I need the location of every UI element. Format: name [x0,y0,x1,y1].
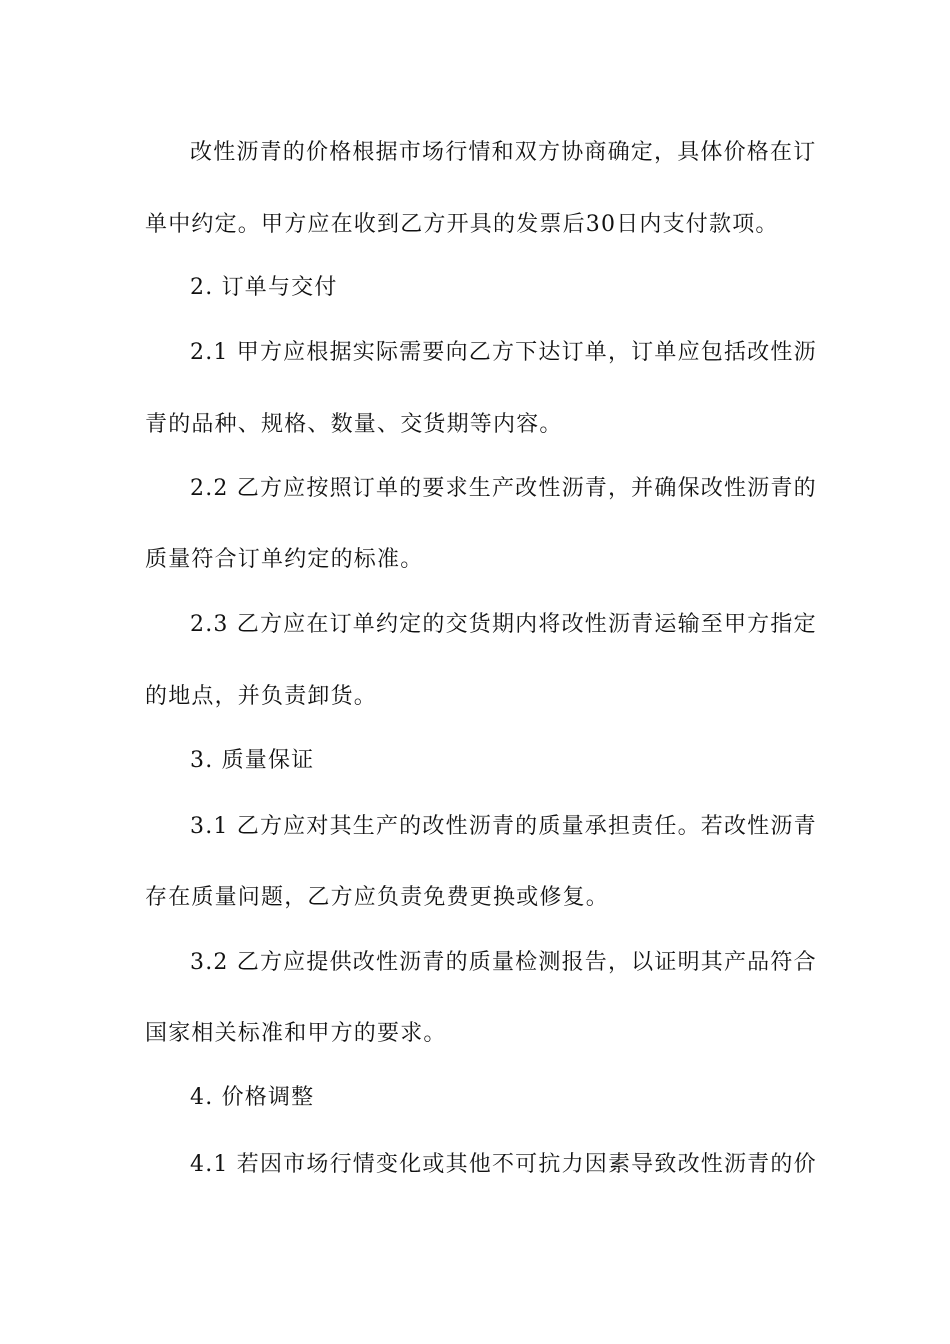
clause-line: 3.1 乙方应对其生产的改性沥青的质量承担责任。若改性沥青 [190,814,817,839]
clause-line: 青的品种、规格、数量、交货期等内容。 [145,412,563,437]
clause-line: 4.1 若因市场行情变化或其他不可抗力因素导致改性沥青的价 [190,1152,817,1177]
clause-line: 2.2 乙方应按照订单的要求生产改性沥青，并确保改性沥青的 [190,476,817,501]
section-heading: 4. 价格调整 [190,1085,315,1110]
clause-line: 质量符合订单约定的标准。 [145,547,424,572]
section-heading: 3. 质量保证 [190,748,315,773]
paragraph-line: 单中约定。甲方应在收到乙方开具的发票后30日内支付款项。 [145,212,779,237]
section-heading: 2. 订单与交付 [190,275,338,300]
paragraph-line: 改性沥青的价格根据市场行情和双方协商确定，具体价格在订 [190,140,817,165]
clause-line: 3.2 乙方应提供改性沥青的质量检测报告，以证明其产品符合 [190,950,817,975]
clause-line: 的地点，并负责卸货。 [145,684,378,709]
clause-line: 存在质量问题，乙方应负责免费更换或修复。 [145,885,610,910]
clause-line: 国家相关标准和甲方的要求。 [145,1021,447,1046]
clause-line: 2.1 甲方应根据实际需要向乙方下达订单，订单应包括改性沥 [190,340,817,365]
clause-line: 2.3 乙方应在订单约定的交货期内将改性沥青运输至甲方指定 [190,612,817,637]
